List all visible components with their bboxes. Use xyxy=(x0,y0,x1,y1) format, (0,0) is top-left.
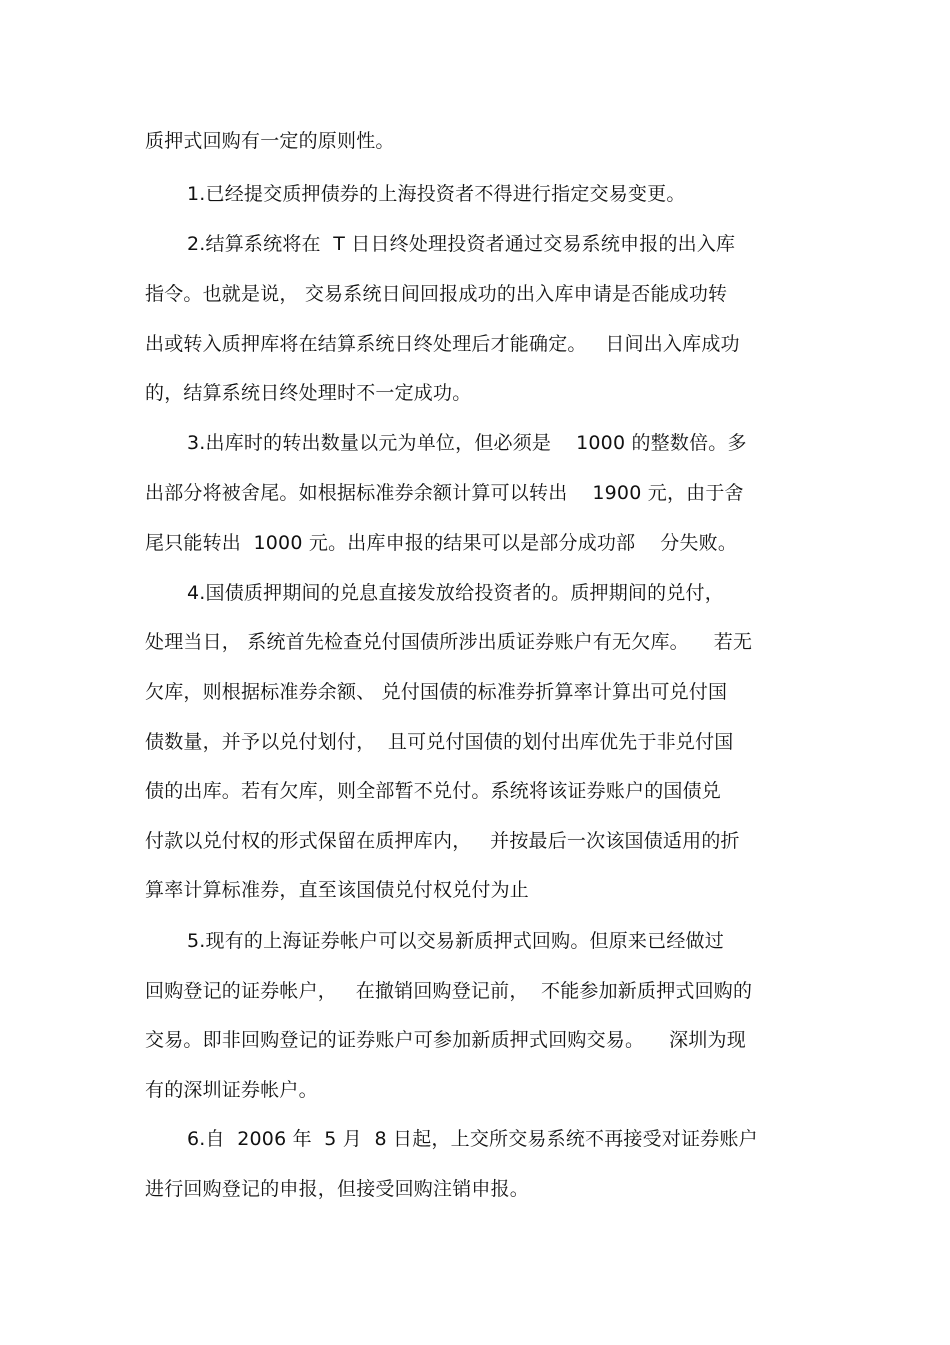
item-2-line-3: 出或转入质押库将在结算系统日终处理后才能确定。 日间出入库成功 xyxy=(145,333,740,355)
item-5-line-1: 5.现有的上海证券帐户可以交易新质押式回购。但原来已经做过 xyxy=(187,930,724,952)
item-2-line-2: 指令。也就是说， 交易系统日间回报成功的出入库申请是否能成功转 xyxy=(145,283,728,305)
item-4-line-3: 欠库，则根据标准券余额、 兑付国债的标准券折算率计算出可兑付国 xyxy=(145,681,728,703)
item-6-line-2: 进行回购登记的申报，但接受回购注销申报。 xyxy=(145,1178,530,1200)
item-3-line-1: 3.出库时的转出数量以元为单位，但必须是 1000 的整数倍。多 xyxy=(187,432,747,454)
item-3-line-3: 尾只能转出 1000 元。出库申报的结果可以是部分成功部 分失败。 xyxy=(145,532,738,554)
item-1-line-1: 1.已经提交质押债券的上海投资者不得进行指定交易变更。 xyxy=(187,183,686,205)
item-5-line-4: 有的深圳证券帐户。 xyxy=(145,1079,318,1101)
item-4-line-2: 处理当日， 系统首先检查兑付国债所涉出质证券账户有无欠库。 若无 xyxy=(145,631,753,653)
item-2-line-4: 的，结算系统日终处理时不一定成功。 xyxy=(145,382,472,404)
item-5-line-2: 回购登记的证券帐户， 在撤销回购登记前， 不能参加新质押式回购的 xyxy=(145,980,753,1002)
item-3-line-2: 出部分将被舍尾。如根据标准券余额计算可以转出 1900 元，由于舍 xyxy=(145,482,744,504)
paragraph-intro-line: 质押式回购有一定的原则性。 xyxy=(145,130,395,152)
item-5-line-3: 交易。即非回购登记的证券账户可参加新质押式回购交易。 深圳为现 xyxy=(145,1029,746,1051)
item-6-line-1: 6.自 2006 年 5 月 8 日起，上交所交易系统不再接受对证券账户 xyxy=(187,1128,758,1150)
item-4-line-4: 债数量，并予以兑付划付， 且可兑付国债的划付出库优先于非兑付国 xyxy=(145,731,734,753)
item-4-line-7: 算率计算标准券，直至该国债兑付权兑付为止 xyxy=(145,879,530,901)
item-4-line-5: 债的出库。若有欠库，则全部暂不兑付。系统将该证券账户的国债兑 xyxy=(145,780,722,802)
item-4-line-6: 付款以兑付权的形式保留在质押库内， 并按最后一次该国债适用的折 xyxy=(145,830,740,852)
item-4-line-1: 4.国债质押期间的兑息直接发放给投资者的。质押期间的兑付， xyxy=(187,582,724,604)
item-2-line-1: 2.结算系统将在 T 日日终处理投资者通过交易系统申报的出入库 xyxy=(187,233,736,255)
